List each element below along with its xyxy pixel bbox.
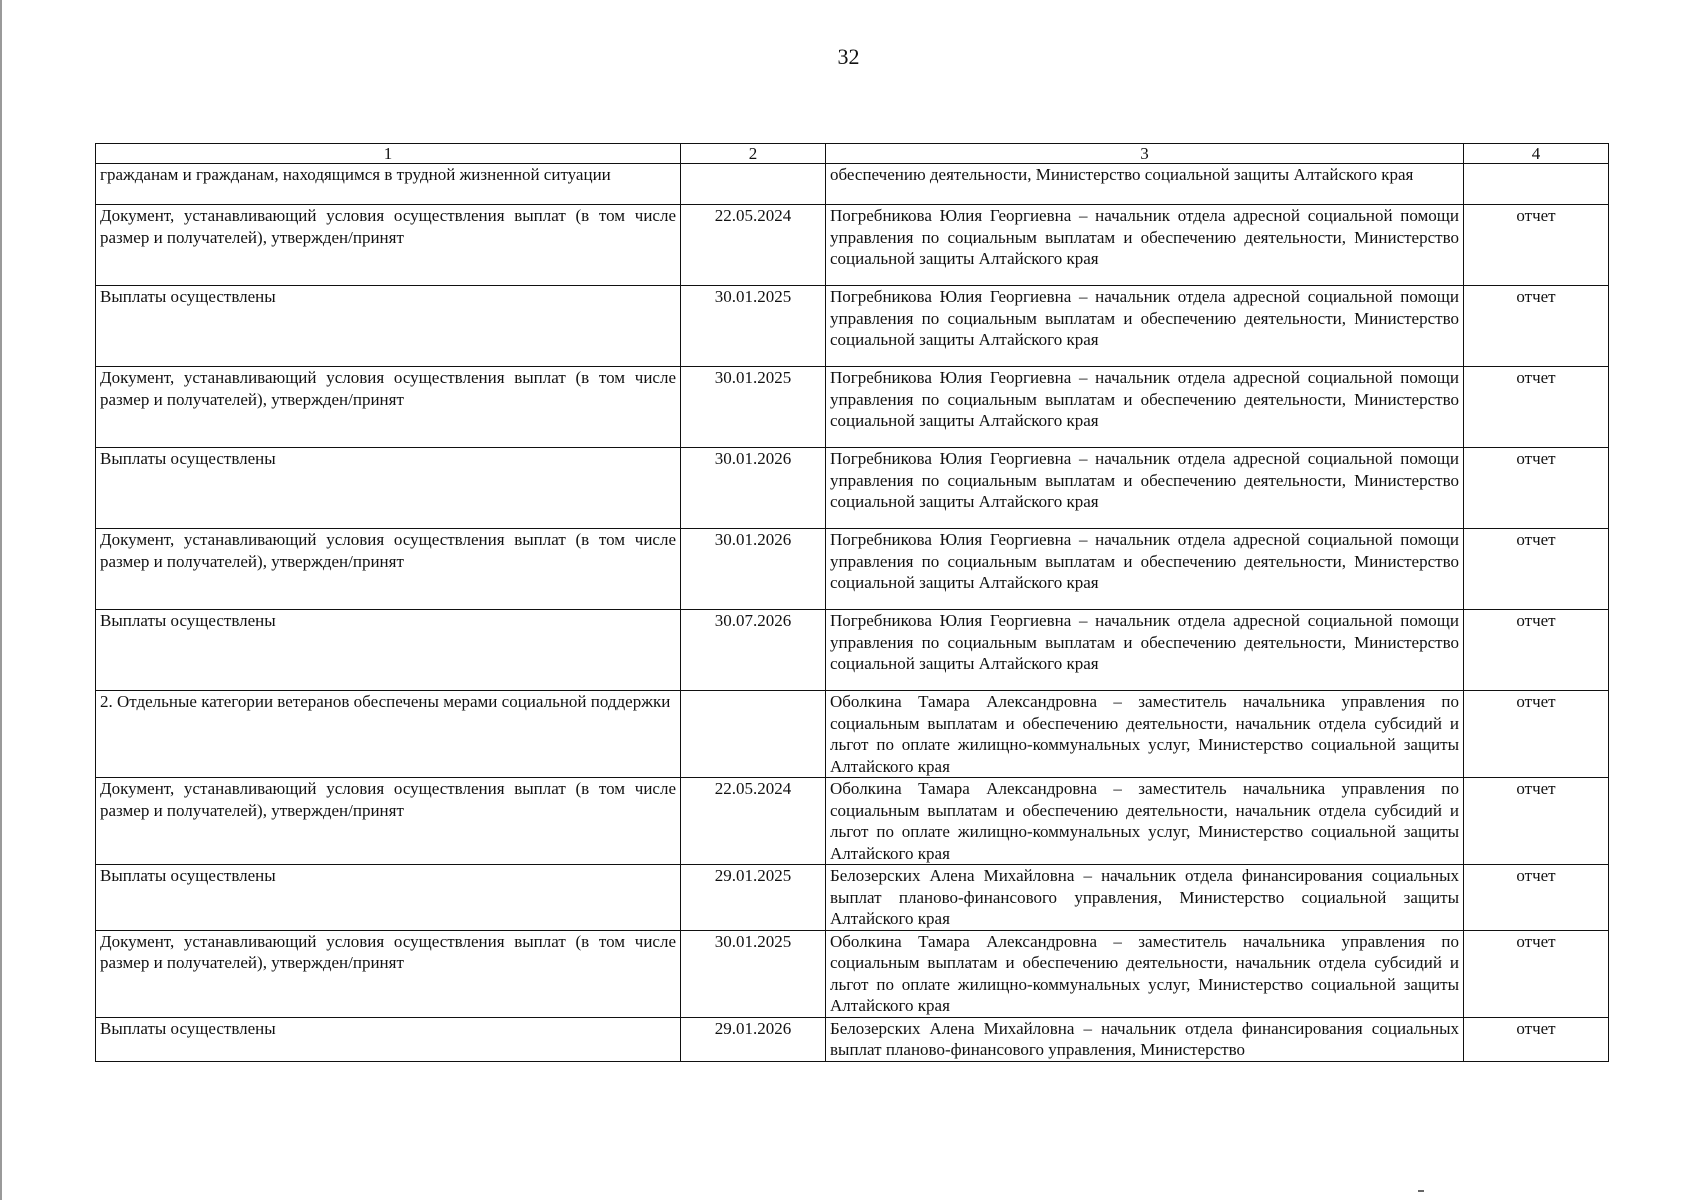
event-cell: Выплаты осуществлены: [96, 610, 681, 691]
responsible-cell: обеспечению деятельности, Министерство социальной защиты Алтайского края: [826, 164, 1464, 205]
table-row: [96, 610, 1609, 691]
responsible-cell: Оболкина Тамара Александровна – заместитель начальника управления по социальным выплатам и обеспечению деятельности, начальник отдела субсидий и льгот по оплате жилищно-коммунальных услуг, Министерство социальной защиты Алтайского края: [826, 778, 1464, 865]
date-cell: 29.01.2025: [681, 865, 826, 931]
date-cell: 30.01.2026: [681, 529, 826, 610]
header-col-1: 1: [96, 144, 681, 164]
document-type-cell: отчет: [1464, 529, 1609, 610]
responsible-cell: Оболкина Тамара Александровна – заместитель начальника управления по социальным выплатам и обеспечению деятельности, начальник отдела субсидий и льгот по оплате жилищно-коммунальных услуг, Министерство социальной защиты Алтайского края: [826, 691, 1464, 778]
table-row: [96, 930, 1609, 1017]
table-row: [96, 164, 1609, 205]
document-type-cell: [1464, 164, 1609, 205]
event-cell: 2. Отдельные категории ветеранов обеспечены мерами социальной поддержки: [96, 691, 681, 778]
table-row: [96, 205, 1609, 286]
event-cell: гражданам и гражданам, находящимся в трудной жизненной ситуации: [96, 164, 681, 205]
table-row: [96, 691, 1609, 778]
event-cell: Выплаты осуществлены: [96, 286, 681, 367]
document-type-cell: отчет: [1464, 930, 1609, 1017]
responsible-cell: Погребникова Юлия Георгиевна – начальник отдела адресной социальной помощи управления по социальным выплатам и обеспечению деятельности, Министерство социальной защиты Алтайского края: [826, 610, 1464, 691]
event-cell: Документ, устанавливающий условия осуществления выплат (в том числе размер и получателей), утвержден/принят: [96, 930, 681, 1017]
date-cell: 30.01.2025: [681, 930, 826, 1017]
responsible-cell: Оболкина Тамара Александровна – заместитель начальника управления по социальным выплатам и обеспечению деятельности, начальник отдела субсидий и льгот по оплате жилищно-коммунальных услуг, Министерство социальной защиты Алтайского края: [826, 930, 1464, 1017]
event-cell: Документ, устанавливающий условия осуществления выплат (в том числе размер и получателей), утвержден/принят: [96, 778, 681, 865]
responsible-cell: Белозерских Алена Михайловна – начальник отдела финансирования социальных выплат планово-финансового управления, Министерство социальной защиты Алтайского края: [826, 865, 1464, 931]
table-row: [96, 367, 1609, 448]
document-type-cell: отчет: [1464, 691, 1609, 778]
table-row: [96, 865, 1609, 931]
table-row: [96, 286, 1609, 367]
document-type-cell: отчет: [1464, 448, 1609, 529]
event-cell: Документ, устанавливающий условия осуществления выплат (в том числе размер и получателей), утвержден/принят: [96, 205, 681, 286]
responsible-cell: Погребникова Юлия Георгиевна – начальник отдела адресной социальной помощи управления по социальным выплатам и обеспечению деятельности, Министерство социальной защиты Алтайского края: [826, 205, 1464, 286]
date-cell: 22.05.2024: [681, 205, 826, 286]
header-col-2: 2: [681, 144, 826, 164]
responsible-cell: Погребникова Юлия Георгиевна – начальник отдела адресной социальной помощи управления по социальным выплатам и обеспечению деятельности, Министерство социальной защиты Алтайского края: [826, 367, 1464, 448]
document-type-cell: отчет: [1464, 286, 1609, 367]
event-cell: Выплаты осуществлены: [96, 1017, 681, 1061]
document-type-cell: отчет: [1464, 1017, 1609, 1061]
date-cell: 22.05.2024: [681, 778, 826, 865]
table-row: [96, 448, 1609, 529]
event-cell: Документ, устанавливающий условия осуществления выплат (в том числе размер и получателей), утвержден/принят: [96, 367, 681, 448]
scan-edge: [0, 0, 2, 1200]
document-type-cell: отчет: [1464, 865, 1609, 931]
document-type-cell: отчет: [1464, 610, 1609, 691]
date-cell: [681, 164, 826, 205]
responsible-cell: Погребникова Юлия Георгиевна – начальник отдела адресной социальной помощи управления по социальным выплатам и обеспечению деятельности, Министерство социальной защиты Алтайского края: [826, 529, 1464, 610]
date-cell: 29.01.2026: [681, 1017, 826, 1061]
scan-mark: [1418, 1190, 1424, 1192]
date-cell: 30.07.2026: [681, 610, 826, 691]
document-type-cell: отчет: [1464, 205, 1609, 286]
date-cell: 30.01.2025: [681, 286, 826, 367]
document-type-cell: отчет: [1464, 367, 1609, 448]
date-cell: [681, 691, 826, 778]
responsible-cell: Погребникова Юлия Георгиевна – начальник отдела адресной социальной помощи управления по социальным выплатам и обеспечению деятельности, Министерство социальной защиты Алтайского края: [826, 286, 1464, 367]
responsible-cell: Погребникова Юлия Георгиевна – начальник отдела адресной социальной помощи управления по социальным выплатам и обеспечению деятельности, Министерство социальной защиты Алтайского края: [826, 448, 1464, 529]
date-cell: 30.01.2026: [681, 448, 826, 529]
page-number: 32: [837, 44, 860, 69]
event-cell: Документ, устанавливающий условия осуществления выплат (в том числе размер и получателей), утвержден/принят: [96, 529, 681, 610]
date-cell: 30.01.2025: [681, 367, 826, 448]
document-type-cell: отчет: [1464, 778, 1609, 865]
header-col-3: 3: [826, 144, 1464, 164]
event-cell: Выплаты осуществлены: [96, 448, 681, 529]
document-table: [95, 143, 1609, 1062]
header-col-4: 4: [1464, 144, 1609, 164]
table-header-row: [96, 144, 1609, 164]
table-row: [96, 529, 1609, 610]
table-row: [96, 778, 1609, 865]
table-row: [96, 1017, 1609, 1061]
responsible-cell: Белозерских Алена Михайловна – начальник отдела финансирования социальных выплат планово-финансового управления, Министерство: [826, 1017, 1464, 1061]
event-cell: Выплаты осуществлены: [96, 865, 681, 931]
